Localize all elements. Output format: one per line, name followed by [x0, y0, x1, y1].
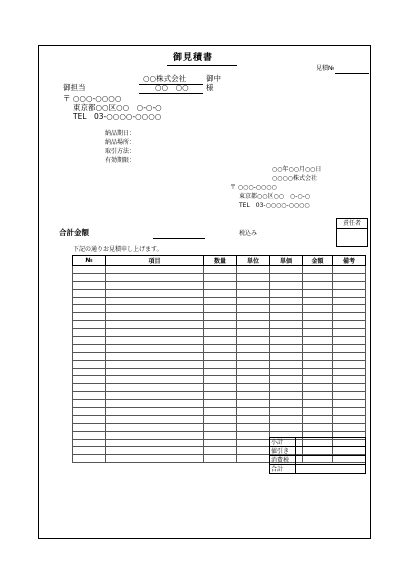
table-cell — [237, 360, 270, 368]
table-cell — [204, 297, 237, 305]
col-header-remarks: 備考 — [333, 256, 366, 266]
table-cell — [106, 352, 204, 360]
table-cell — [303, 289, 333, 297]
table-cell — [237, 344, 270, 352]
subtotal-row — [270, 438, 366, 447]
client-address: 東京都○○区○○ ○-○-○ — [73, 103, 162, 112]
table-cell — [303, 297, 333, 305]
subtotal-label: 小計 — [270, 438, 296, 447]
table-cell — [237, 408, 270, 416]
table-cell — [303, 337, 333, 345]
grand-total-row — [270, 465, 366, 474]
table-cell — [333, 368, 366, 376]
person-honorific: 様 — [206, 83, 214, 92]
table-cell — [204, 344, 237, 352]
table-row — [73, 408, 366, 416]
table-cell — [73, 376, 106, 384]
discount-value — [296, 447, 366, 456]
table-cell — [73, 360, 106, 368]
table-cell — [270, 368, 303, 376]
col-header-number: № — [73, 256, 106, 266]
estimate-number-line — [335, 73, 369, 74]
table-cell — [73, 408, 106, 416]
table-cell — [237, 384, 270, 392]
table-cell — [204, 423, 237, 431]
table-cell — [303, 352, 333, 360]
table-cell — [237, 400, 270, 408]
col-header-unit-price: 単価 — [270, 256, 303, 266]
table-cell — [204, 376, 237, 384]
tax-value — [296, 456, 366, 465]
table-cell — [237, 392, 270, 400]
table-cell — [204, 368, 237, 376]
table-row — [73, 376, 366, 384]
table-cell — [204, 408, 237, 416]
table-cell — [303, 392, 333, 400]
table-cell — [270, 376, 303, 384]
table-cell — [270, 360, 303, 368]
table-cell — [73, 344, 106, 352]
table-cell — [73, 329, 106, 337]
table-cell — [204, 431, 237, 439]
table-cell — [73, 281, 106, 289]
table-cell — [73, 455, 106, 463]
table-cell — [73, 423, 106, 431]
table-cell — [303, 368, 333, 376]
table-cell — [204, 352, 237, 360]
table-cell — [303, 415, 333, 423]
table-cell — [237, 368, 270, 376]
table-cell — [204, 281, 237, 289]
table-cell — [204, 266, 237, 274]
table-cell — [303, 423, 333, 431]
total-amount-label: 合計金額 — [59, 228, 89, 237]
table-cell — [106, 321, 204, 329]
col-header-quantity: 数量 — [204, 256, 237, 266]
table-cell — [204, 289, 237, 297]
table-cell — [333, 423, 366, 431]
client-company: ○○株式会社 — [143, 74, 187, 83]
table-cell — [204, 305, 237, 313]
table-cell — [333, 329, 366, 337]
approval-stamp-box — [336, 218, 368, 247]
table-cell — [204, 321, 237, 329]
table-cell — [333, 321, 366, 329]
delivery-place-label: 納品場所： — [105, 139, 136, 146]
tax-label: 消費税 — [270, 456, 296, 465]
table-cell — [333, 344, 366, 352]
table-cell — [106, 376, 204, 384]
table-cell — [270, 281, 303, 289]
table-cell — [106, 281, 204, 289]
table-cell — [303, 384, 333, 392]
table-row — [73, 344, 366, 352]
table-row — [73, 337, 366, 345]
table-cell — [303, 321, 333, 329]
table-row — [73, 297, 366, 305]
table-row — [73, 415, 366, 423]
title-underline — [167, 65, 237, 66]
table-cell — [333, 360, 366, 368]
table-cell — [106, 415, 204, 423]
table-cell — [106, 337, 204, 345]
table-cell — [237, 337, 270, 345]
line-items-table — [72, 255, 366, 463]
table-cell — [106, 392, 204, 400]
table-row — [73, 352, 366, 360]
table-cell — [204, 384, 237, 392]
person-underline — [139, 93, 203, 94]
totals-table — [269, 437, 366, 474]
table-cell — [270, 415, 303, 423]
table-cell — [270, 384, 303, 392]
table-cell — [73, 447, 106, 455]
issuer-phone: TEL 03-○○○○-○○○○ — [239, 202, 310, 209]
table-cell — [270, 344, 303, 352]
table-cell — [270, 289, 303, 297]
table-cell — [333, 376, 366, 384]
table-cell — [106, 297, 204, 305]
table-cell — [237, 423, 270, 431]
table-cell — [237, 281, 270, 289]
approval-label: 責任者 — [337, 219, 367, 229]
table-cell — [333, 384, 366, 392]
table-cell — [333, 352, 366, 360]
table-cell — [204, 439, 237, 447]
table-cell — [106, 447, 204, 455]
table-cell — [237, 289, 270, 297]
table-row — [73, 400, 366, 408]
table-cell — [303, 344, 333, 352]
table-cell — [73, 431, 106, 439]
table-cell — [73, 266, 106, 274]
table-cell — [106, 344, 204, 352]
client-phone: TEL 03-○○○○-○○○○ — [73, 112, 162, 121]
estimate-sheet — [38, 45, 371, 539]
table-cell — [333, 281, 366, 289]
tax-included-label: 税込み — [239, 230, 258, 237]
table-cell — [270, 321, 303, 329]
table-row — [73, 321, 366, 329]
table-cell — [106, 400, 204, 408]
table-cell — [204, 337, 237, 345]
table-cell — [303, 266, 333, 274]
table-cell — [106, 384, 204, 392]
table-cell — [73, 384, 106, 392]
table-cell — [270, 313, 303, 321]
table-cell — [204, 273, 237, 281]
table-cell — [270, 400, 303, 408]
table-row — [73, 368, 366, 376]
table-cell — [333, 392, 366, 400]
table-cell — [204, 313, 237, 321]
issuer-address: 東京都○○区○○ ○-○-○ — [239, 193, 310, 200]
table-cell — [270, 352, 303, 360]
table-cell — [106, 266, 204, 274]
table-cell — [73, 368, 106, 376]
table-cell — [106, 423, 204, 431]
table-cell — [237, 329, 270, 337]
client-postal-code: 〒 ○○○-○○○○ — [63, 94, 122, 103]
table-cell — [303, 273, 333, 281]
table-row — [73, 305, 366, 313]
table-cell — [303, 400, 333, 408]
table-cell — [73, 305, 106, 313]
table-cell — [73, 273, 106, 281]
payment-method-label: 取引方法： — [105, 148, 136, 155]
table-cell — [73, 297, 106, 305]
table-row — [73, 281, 366, 289]
grand-total-value — [296, 465, 366, 474]
table-cell — [106, 360, 204, 368]
table-cell — [303, 329, 333, 337]
table-cell — [237, 273, 270, 281]
document-title: 御見積書 — [173, 53, 214, 63]
table-cell — [237, 439, 270, 447]
table-cell — [333, 266, 366, 274]
table-cell — [333, 273, 366, 281]
table-cell — [106, 455, 204, 463]
table-cell — [106, 368, 204, 376]
table-cell — [303, 376, 333, 384]
table-cell — [333, 408, 366, 416]
table-cell — [106, 431, 204, 439]
total-amount-line — [153, 238, 205, 239]
client-honorific: 御中 — [206, 74, 221, 83]
discount-label: 値引き — [270, 447, 296, 456]
table-cell — [106, 408, 204, 416]
table-cell — [237, 431, 270, 439]
table-cell — [270, 337, 303, 345]
table-cell — [204, 400, 237, 408]
grand-total-label: 合計 — [270, 465, 296, 474]
estimate-number-label: 見積№ — [316, 65, 335, 72]
table-cell — [270, 273, 303, 281]
subtotal-value — [296, 438, 366, 447]
table-row — [73, 384, 366, 392]
table-cell — [303, 305, 333, 313]
table-cell — [204, 447, 237, 455]
table-cell — [270, 305, 303, 313]
table-cell — [73, 439, 106, 447]
table-cell — [106, 439, 204, 447]
table-cell — [237, 376, 270, 384]
table-cell — [270, 408, 303, 416]
line-items-body — [73, 266, 366, 463]
table-cell — [333, 297, 366, 305]
table-cell — [106, 313, 204, 321]
table-cell — [303, 408, 333, 416]
table-cell — [204, 392, 237, 400]
table-cell — [106, 273, 204, 281]
table-cell — [333, 415, 366, 423]
person-name: ○○ ○○ — [155, 83, 189, 92]
table-row — [73, 266, 366, 274]
discount-row — [270, 447, 366, 456]
table-row — [73, 289, 366, 297]
table-cell — [333, 400, 366, 408]
table-row — [73, 392, 366, 400]
table-cell — [333, 289, 366, 297]
table-cell — [106, 289, 204, 297]
valid-period-label: 有効期限： — [105, 157, 136, 164]
table-row — [73, 313, 366, 321]
table-cell — [237, 297, 270, 305]
table-cell — [204, 455, 237, 463]
col-header-amount: 金額 — [303, 256, 333, 266]
issuer-postal-code: 〒 ○○○-○○○○ — [230, 184, 277, 191]
table-cell — [106, 305, 204, 313]
table-cell — [73, 415, 106, 423]
table-row — [73, 423, 366, 431]
table-cell — [73, 352, 106, 360]
estimate-intro-text: 下記の通りお見積申し上げます。 — [73, 246, 163, 253]
table-cell — [237, 415, 270, 423]
table-header-row — [73, 256, 366, 266]
table-cell — [333, 313, 366, 321]
table-cell — [204, 415, 237, 423]
table-cell — [270, 297, 303, 305]
table-cell — [303, 313, 333, 321]
issue-date: ○○年○○月○○日 — [272, 166, 322, 173]
table-cell — [106, 329, 204, 337]
table-cell — [270, 423, 303, 431]
issuer-company: ○○○○株式会社 — [272, 175, 317, 182]
table-cell — [237, 266, 270, 274]
table-cell — [333, 305, 366, 313]
tax-row — [270, 456, 366, 465]
table-row — [73, 360, 366, 368]
table-row — [73, 329, 366, 337]
table-row — [73, 273, 366, 281]
table-cell — [237, 447, 270, 455]
table-cell — [73, 337, 106, 345]
table-cell — [270, 392, 303, 400]
table-cell — [73, 321, 106, 329]
table-cell — [73, 392, 106, 400]
table-cell — [237, 313, 270, 321]
table-cell — [237, 352, 270, 360]
table-cell — [303, 360, 333, 368]
table-cell — [204, 329, 237, 337]
table-cell — [237, 321, 270, 329]
table-cell — [270, 329, 303, 337]
col-header-unit: 単位 — [237, 256, 270, 266]
table-cell — [204, 360, 237, 368]
col-header-item: 項目 — [106, 256, 204, 266]
person-label: 御担当 — [63, 83, 86, 92]
table-cell — [237, 305, 270, 313]
table-cell — [73, 289, 106, 297]
delivery-date-label: 納品期日： — [105, 130, 136, 137]
table-cell — [333, 337, 366, 345]
table-cell — [303, 281, 333, 289]
table-cell — [73, 400, 106, 408]
table-cell — [237, 455, 270, 463]
table-cell — [73, 313, 106, 321]
table-cell — [270, 266, 303, 274]
